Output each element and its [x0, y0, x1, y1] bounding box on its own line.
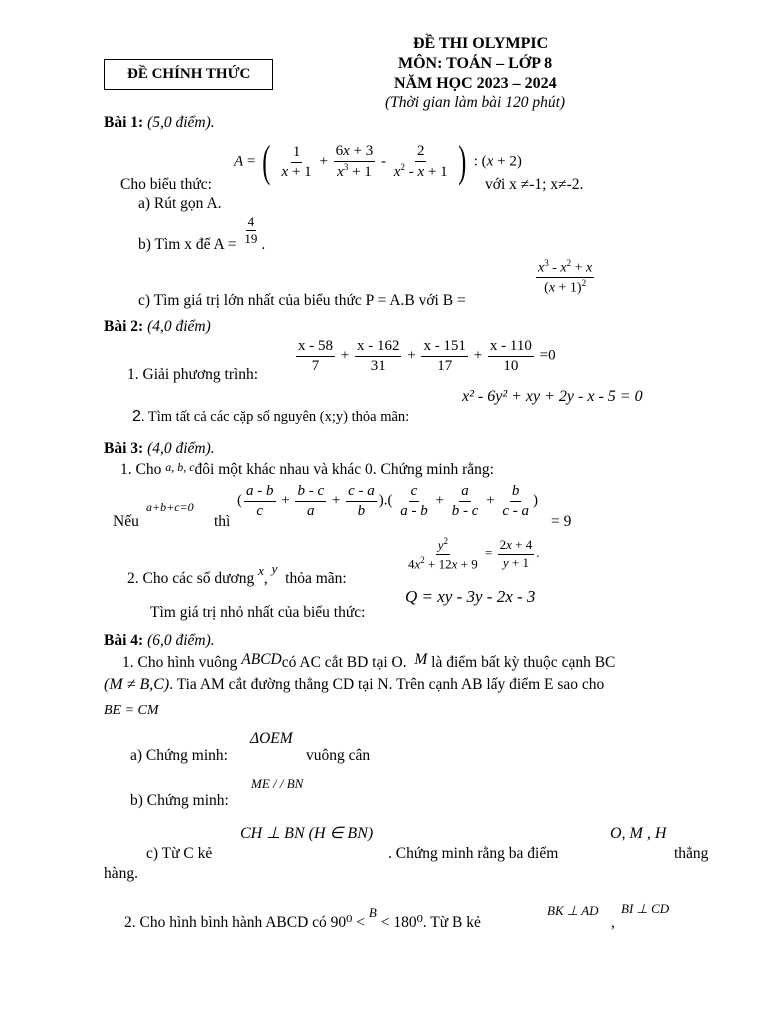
bai4-q1-line1 [122, 651, 616, 672]
bai3-min-text: Tìm giá trị nhỏ nhất của biểu thức: [150, 604, 366, 621]
bai2-q1: 1. Giải phương trình: [127, 366, 259, 383]
bai2-label: Bài 2: [104, 318, 144, 335]
bai4-c-b: . Chứng minh rằng ba điểm [388, 845, 559, 862]
bai4-q2 [124, 905, 481, 932]
bai3-q2-a: 2. Cho các số dương [127, 570, 255, 587]
bai4-angle-B: B [368, 905, 377, 920]
bai4-q1-line2 [104, 676, 604, 694]
bai2-q2 [132, 408, 409, 426]
bai4-q1-a: 1. Cho hình vuông [122, 654, 238, 671]
official-stamp [104, 59, 273, 90]
equation-1: $\frac{x - 58}{7}$ + $\frac{x - 162}{31}$ + $\frac{x - 151}{17}$ + $\frac{x - 110}{10}$ =0 [298, 338, 556, 374]
bai4-label: Bài 4: [104, 632, 144, 649]
bai3-constraint: $\frac{y^2}{4x^2 + 12x + 9}$ = $\frac{2x + 4}{y + 1}$ . [408, 536, 540, 571]
bai4-q2-b: < 180⁰. Từ B kẻ [380, 914, 481, 931]
bai1-part-a: a) Rút gọn A. [138, 195, 222, 212]
bai4-b-text: b) Chứng minh: [130, 792, 229, 809]
bai3-q1-b: đôi một khác nhau và khác 0. Chứng minh rằng: [194, 461, 494, 478]
bai4-c-a: c) Từ C kẻ [146, 845, 213, 862]
exam-title: ĐỀ THI OLYMPIC [413, 35, 549, 52]
bai3-identity: ( $\frac{a - b}{c}$ + $\frac{b - c}{a}$ + $\frac{c - a}{b}$ ).( $\frac{c}{a - b}$ + $\frac{a}{b - c}$ + $\frac{b}{c - a}$ ) [237, 483, 538, 519]
exam-time: (Thời gian làm bài 120 phút) [385, 94, 566, 111]
bai4-c-expr: CH ⊥ BN (H ∈ BN) [240, 825, 374, 842]
bai1-b-den: 19 [244, 231, 258, 247]
bai1-part-b: b) Tìm x để A = $\frac{4}{19}$ . [138, 214, 266, 253]
bai1-b-num: 4 [246, 214, 257, 231]
bai3-q2-b: thỏa mãn: [285, 570, 347, 587]
bai4-a-end: vuông cân [306, 747, 371, 764]
bai4-M: M [414, 651, 428, 668]
bai4-omh: O, M , H [610, 825, 667, 842]
bai3-var-x: x [258, 563, 264, 578]
bai1-condition: với x ≠-1; x≠-2. [485, 176, 584, 193]
bai3-label: Bài 3: [104, 440, 144, 457]
bai3-q2: 2. Cho các số dương $^x$, $^y$ thỏa mãn: [127, 561, 347, 587]
bai1-points: (5,0 điểm). [147, 114, 215, 131]
exam-subject: MÔN: TOÁN – LỚP 8 [398, 55, 553, 72]
bai2-points: (4,0 điểm) [147, 318, 211, 335]
bai1-intro: Cho biểu thức: [120, 176, 212, 193]
bai3-points: (4,0 điểm). [147, 440, 215, 457]
bai4-q1-b: có AC cắt BD tại O. [281, 654, 407, 671]
bai4-cond: (M ≠ B,C) [104, 676, 170, 693]
bai2-q2-num: 2 [132, 408, 141, 425]
bai4-heading [104, 632, 215, 650]
bai3-q1-a: 1. Cho [120, 461, 162, 478]
bai3-q1 [120, 461, 494, 479]
bai2-heading [104, 318, 211, 336]
bai4-be-cm: BE = CM [104, 703, 159, 718]
bai4-me-bn: ME / / BN [251, 776, 304, 791]
bai4-oem: ΔOEM [250, 730, 293, 747]
expression-B: $\frac{x^3 - x^2 + x}{(x + 1)^2}$ [538, 258, 593, 296]
bai4-abcd: ABCD [241, 651, 282, 668]
bai3-thi: thì [214, 513, 231, 530]
bai3-heading [104, 440, 215, 458]
bai4-c-c: thẳng [674, 845, 709, 862]
bai3-var-y: y [271, 561, 278, 576]
bai3-result: = 9 [551, 513, 572, 530]
bai3-q1-vars: a, b, c [165, 460, 195, 474]
bai4-points: (6,0 điểm). [147, 632, 215, 649]
bai4-a-text: a) Chứng minh: [130, 747, 228, 764]
bai4-line2: . Tia AM cắt đường thẳng CD tại N. Trên cạnh AB lấy điểm E sao cho [169, 676, 605, 693]
bai2-q2-text: . Tìm tất cả các cặp số nguyên (x;y) thỏa mãn: [140, 409, 410, 425]
bai4-bk: BK ⊥ AD [547, 903, 599, 918]
bai4-comma: , [611, 914, 615, 931]
exam-year: NĂM HỌC 2023 – 2024 [394, 75, 557, 92]
bai1-part-c: c) Tìm giá trị lớn nhất của biểu thức P = A.B với B = [138, 292, 466, 309]
bai3-condition: a+b+c=0 [146, 500, 194, 514]
bai3-Q: Q = xy - 3y - 2x - 3 [405, 587, 536, 606]
official-label: ĐỀ CHÍNH THỨC [127, 66, 251, 82]
bai1-heading [104, 114, 215, 132]
expression-A: A = ( $\frac{1}{x + 1}$ + $\frac{6x + 3}{x^3 + 1}$ - $\frac{2}{x^2 - x + 1}$ ) : (x + 2) [234, 137, 522, 186]
bai1-label: Bài 1: [104, 114, 144, 131]
equation-2: x² - 6y² + xy + 2y - x - 5 = 0 [462, 388, 643, 405]
bai3-neu: Nếu [113, 513, 139, 530]
bai4-c-d: hàng. [104, 865, 139, 882]
bai1-part-b-text: b) Tìm x để A = [138, 236, 237, 253]
bai4-q1-c: là điểm bất kỳ thuộc cạnh BC [431, 654, 616, 671]
bai4-bi: BI ⊥ CD [621, 901, 670, 916]
bai4-q2-a: 2. Cho hình bình hành ABCD có 90⁰ < [124, 914, 365, 931]
